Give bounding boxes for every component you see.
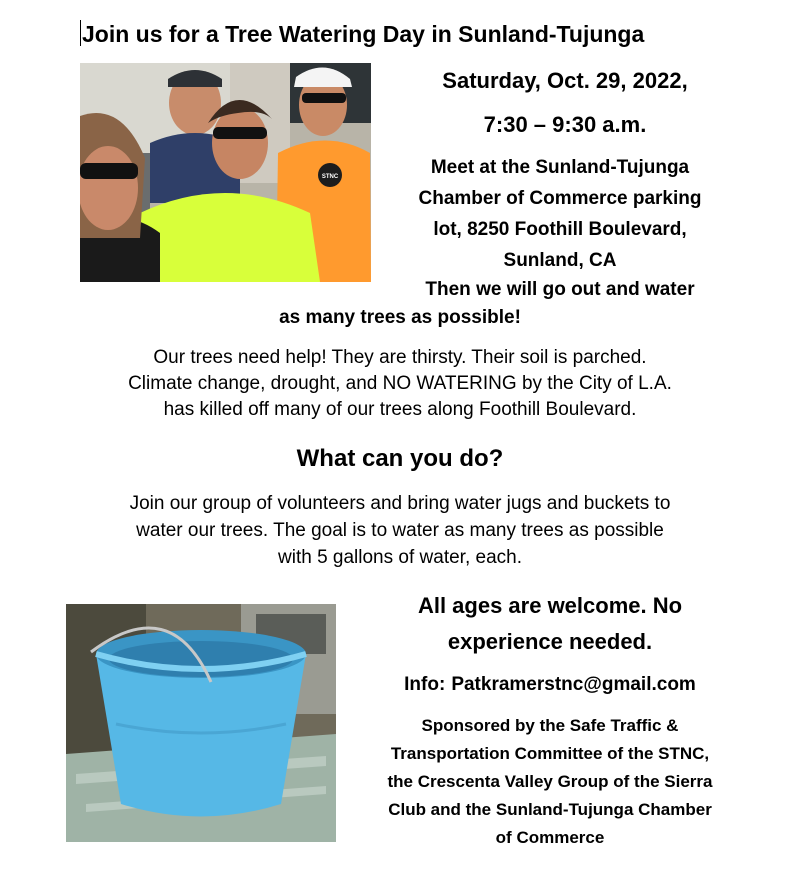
sponsor-line: of Commerce <box>495 828 605 847</box>
bucket-photo <box>66 604 336 842</box>
contact-info <box>350 674 750 696</box>
event-time: 7:30 – 9:30 a.m. <box>483 112 647 137</box>
sponsor-line: Sponsored by the Safe Traffic & <box>421 716 679 735</box>
paragraph-line: has killed off many of our trees along Foothill Boulevard. <box>163 399 637 420</box>
then-text-line-2: as many trees as possible! <box>279 307 521 328</box>
paragraph-line: Join our group of volunteers and bring water jugs and buckets to <box>129 493 671 514</box>
meeting-location-line: Meet at the Sunland-Tujunga <box>430 157 690 178</box>
contact-email: Patkramerstnc@gmail.com <box>451 674 696 695</box>
sponsors-text <box>340 712 760 852</box>
meeting-location-line: Chamber of Commerce parking <box>418 188 702 209</box>
event-date: Saturday, Oct. 29, 2022, <box>442 68 688 93</box>
ages-line: All ages are welcome. No <box>417 593 683 618</box>
flyer-title-text: Join us for a Tree Watering Day in Sunland-Tujunga <box>82 21 645 47</box>
paragraph-line: water our trees. The goal is to water as many trees as possible <box>136 520 664 541</box>
meeting-location <box>385 152 735 276</box>
trees-need-help-paragraph <box>30 345 770 423</box>
sponsor-line: Transportation Committee of the STNC, <box>390 744 710 763</box>
what-can-you-do-heading: What can you do? <box>296 445 504 472</box>
info-label: Info: <box>404 674 446 695</box>
paragraph-line: with 5 gallons of water, each. <box>278 547 522 568</box>
paragraph-line: Our trees need help! They are thirsty. Their soil is parched. <box>153 347 647 368</box>
sponsor-line: Club and the Sunland-Tujunga Chamber <box>388 800 712 819</box>
ages-line: experience needed. <box>447 629 653 654</box>
meeting-location-line: lot, 8250 Foothill Boulevard, <box>433 219 687 240</box>
volunteers-photo <box>80 63 371 282</box>
sponsor-line: the Crescenta Valley Group of the Sierra <box>387 772 713 791</box>
join-volunteers-paragraph <box>30 490 770 571</box>
paragraph-line: Climate change, drought, and NO WATERING by the City of L.A. <box>128 373 672 394</box>
shirt-logo-text: STNC <box>321 174 339 180</box>
all-ages-welcome <box>350 588 750 660</box>
text-cursor <box>80 20 81 46</box>
then-text-line-1: Then we will go out and water <box>425 279 695 300</box>
meeting-location-line: Sunland, CA <box>503 250 617 271</box>
flyer-title <box>80 20 760 48</box>
